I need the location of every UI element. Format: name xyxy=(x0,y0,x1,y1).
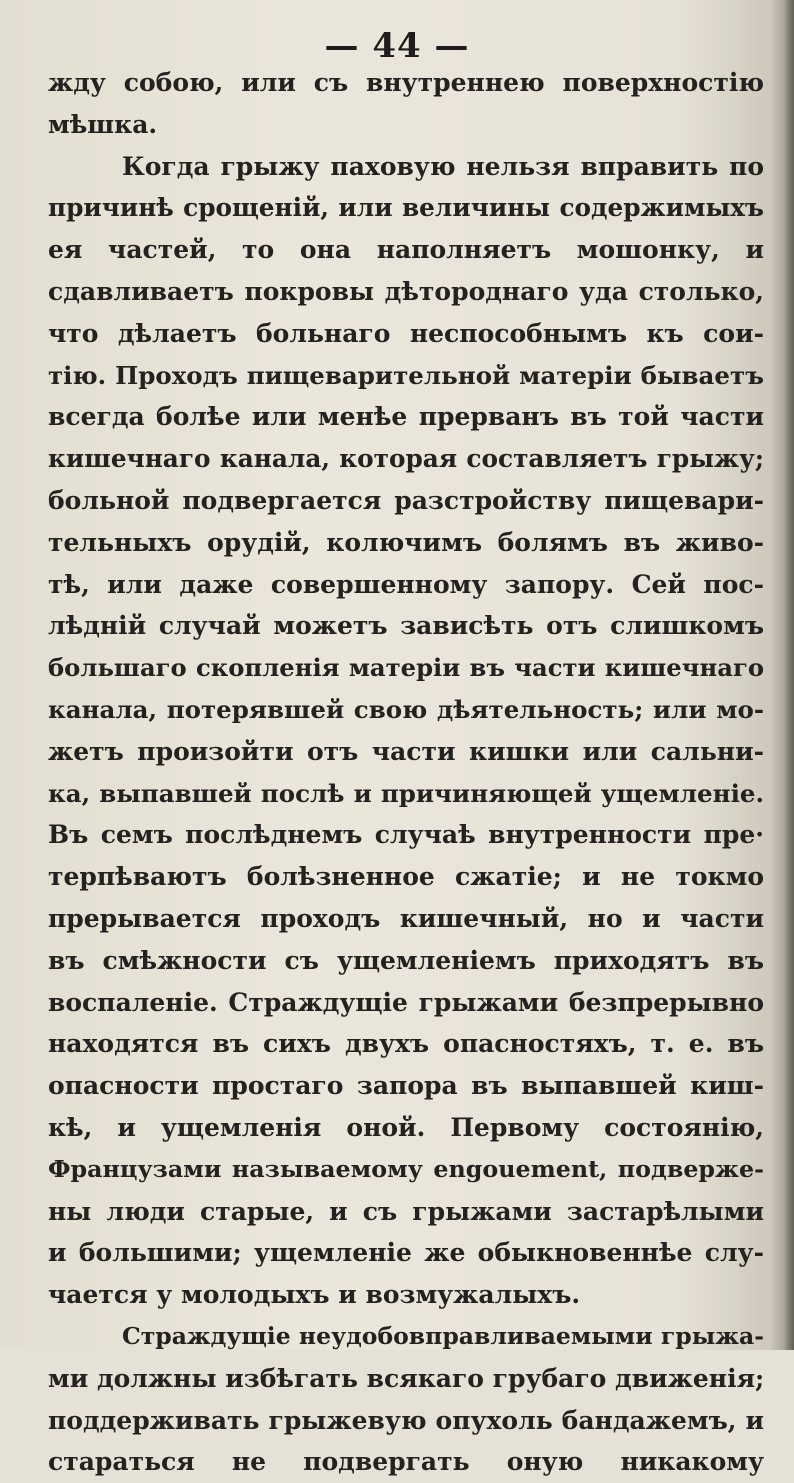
text-line: сдавливаетъ покровы дѣтороднаго уда столько, xyxy=(48,276,764,306)
page-edge-shadow xyxy=(784,0,794,1350)
text-line: Въ семъ послѣднемъ случаѣ внутренности пре· xyxy=(48,820,764,850)
text-line: мѣшка. xyxy=(48,109,158,139)
text-line: Когда грыжу паховую нельзя вправить по xyxy=(122,151,764,181)
page-number: — 44 — xyxy=(324,26,470,66)
text-line: кѣ, и ущемленія оной. Первому состоянію, xyxy=(48,1112,764,1142)
text-line: тію. Проходъ пищеварительной матеріи бываетъ xyxy=(48,360,764,390)
text-line: жду собою, или съ внутреннею поверхностію xyxy=(48,68,764,97)
text-line: Страждущіе неудобовправливаемыми грыжа- xyxy=(122,1321,764,1350)
text-line: Французами называемому engouement, подверже- xyxy=(48,1154,764,1183)
text-line: больной подвергается разстройству пищевари- xyxy=(48,485,764,515)
text-line: въ смѣжности съ ущемленіемъ приходятъ въ xyxy=(48,945,764,975)
text-line: терпѣваютъ болѣзненное сжатіе; и не токмо xyxy=(48,862,764,892)
text-line: поддерживать грыжевую опухоль бандажемъ, и xyxy=(48,1405,764,1435)
text-line: кишечнаго канала, которая составляетъ грыжу; xyxy=(48,444,764,474)
text-line: ми должны избѣгать всякаго грубаго движенія; xyxy=(48,1363,764,1393)
text-line: и большими; ущемленіе же обыкновеннѣе слу- xyxy=(48,1238,764,1268)
page-text xyxy=(48,62,764,1483)
text-line: чается у молодыхъ и возмужалыхъ. xyxy=(48,1280,581,1310)
text-line: ея частей, то она наполняетъ мошонку, и xyxy=(48,235,764,265)
text-line: ны люди старые, и съ грыжами застарѣлыми xyxy=(48,1196,764,1226)
text-line: воспаленіе. Страждущіе грыжами безпрерывно xyxy=(48,987,764,1017)
text-line: находятся въ сихъ двухъ опасностяхъ, т. е. въ xyxy=(48,1029,764,1059)
text-line: тельныхъ орудій, колючимъ болямъ въ живо- xyxy=(48,527,764,557)
text-line: большаго скопленія матеріи въ части кишечнаго xyxy=(48,653,764,683)
text-line: лѣдній случай можетъ зависѣть отъ слишкомъ xyxy=(48,611,764,641)
text-line: жетъ произойти отъ части кишки или сальни- xyxy=(48,736,764,766)
text-line: канала, потерявшей свою дѣятельность; или мо- xyxy=(48,694,764,724)
text-line: ка, выпавшей послѣ и причиняющей ущемленіе. xyxy=(48,778,764,808)
text-line: всегда болѣе или менѣе прерванъ въ той части xyxy=(48,402,764,432)
text-line: причинѣ срощеній, или величины содержимыхъ xyxy=(48,193,764,223)
text-line: что дѣлаетъ больнаго неспособнымъ къ сои- xyxy=(48,318,764,348)
text-line: стараться не подвергать оную никакому xyxy=(48,1447,764,1477)
text-line: прерывается проходъ кишечный, но и части xyxy=(48,903,764,933)
text-line: тѣ, или даже совершенному запору. Сей пос- xyxy=(48,569,764,599)
text-line: опасности простаго запора въ выпавшей киш- xyxy=(48,1071,764,1101)
